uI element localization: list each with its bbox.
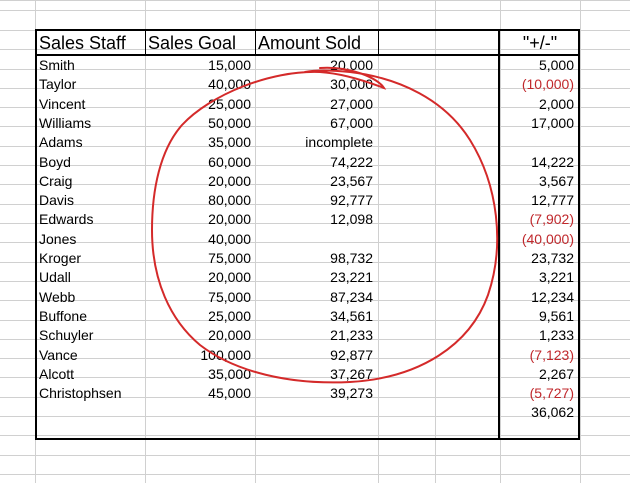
- cell-plus-minus[interactable]: (7,902): [529, 211, 574, 227]
- grid-row-line: [0, 474, 630, 475]
- cell-plus-minus[interactable]: [500, 133, 574, 152]
- cell-sales-goal[interactable]: 25,000: [208, 308, 251, 324]
- cell-plus-minus[interactable]: (7,123): [529, 347, 574, 363]
- grid-row-line: [0, 455, 630, 456]
- cell-staff-name[interactable]: Vincent: [39, 96, 86, 112]
- cell-amount-sold[interactable]: 23,221: [330, 269, 373, 285]
- cell-staff-name[interactable]: Davis: [39, 192, 75, 208]
- cell-sales-goal[interactable]: 35,000: [208, 134, 251, 150]
- grid-row-line: [0, 0, 630, 1]
- cell-staff-name[interactable]: Williams: [39, 115, 92, 131]
- cell-plus-minus[interactable]: 3,567: [538, 173, 574, 189]
- cell-sales-goal[interactable]: 100,000: [200, 347, 251, 363]
- cell-amount-sold[interactable]: incomplete: [305, 134, 373, 150]
- cell-amount-sold[interactable]: 92,877: [330, 347, 373, 363]
- cell-total[interactable]: 36,062: [531, 404, 574, 420]
- cell-plus-minus[interactable]: 14,222: [531, 154, 574, 170]
- cell-staff-name[interactable]: Vance: [39, 347, 78, 363]
- cell-staff-name[interactable]: Alcott: [39, 366, 75, 382]
- cell-amount-sold[interactable]: 37,267: [330, 366, 373, 382]
- header-amount-sold[interactable]: Amount Sold: [258, 33, 362, 53]
- cell-plus-minus[interactable]: 5,000: [538, 57, 574, 73]
- cell-plus-minus[interactable]: (40,000): [521, 231, 574, 247]
- cell-amount-sold[interactable]: 74,222: [330, 154, 373, 170]
- cell-staff-name[interactable]: Udall: [39, 269, 71, 285]
- cell-amount-sold[interactable]: 34,561: [330, 308, 373, 324]
- cell-amount-sold[interactable]: 67,000: [330, 115, 373, 131]
- cell-amount-sold[interactable]: 21,233: [330, 327, 373, 343]
- cell-staff-name[interactable]: Kroger: [39, 250, 82, 266]
- cell-plus-minus[interactable]: 12,234: [531, 289, 574, 305]
- cell-amount-sold[interactable]: 39,273: [330, 385, 373, 401]
- cell-sales-goal[interactable]: 80,000: [208, 192, 251, 208]
- cell-staff-name[interactable]: Adams: [39, 134, 83, 150]
- cell-staff-name[interactable]: Boyd: [39, 154, 71, 170]
- cell-sales-goal[interactable]: 40,000: [208, 231, 251, 247]
- cell-sales-goal[interactable]: 20,000: [208, 327, 251, 343]
- cell-plus-minus[interactable]: 9,561: [538, 308, 574, 324]
- cell-plus-minus[interactable]: 2,267: [538, 366, 574, 382]
- header-column-divider: [378, 29, 379, 55]
- cell-sales-goal[interactable]: 60,000: [208, 154, 251, 170]
- header-column-divider: [145, 29, 146, 55]
- cell-plus-minus[interactable]: 12,777: [531, 192, 574, 208]
- cell-sales-goal[interactable]: 25,000: [208, 96, 251, 112]
- cell-plus-minus[interactable]: (10,000): [521, 76, 574, 92]
- cell-amount-sold[interactable]: 98,732: [330, 250, 373, 266]
- cell-sales-goal[interactable]: 35,000: [208, 366, 251, 382]
- cell-staff-name[interactable]: Schuyler: [39, 327, 94, 343]
- cell-amount-sold[interactable]: [255, 230, 373, 249]
- cell-plus-minus[interactable]: 3,221: [538, 269, 574, 285]
- cell-amount-sold[interactable]: 87,234: [330, 289, 373, 305]
- cell-plus-minus[interactable]: 17,000: [531, 115, 574, 131]
- cell-sales-goal[interactable]: 75,000: [208, 250, 251, 266]
- cell-staff-name[interactable]: Craig: [39, 173, 73, 189]
- cell-amount-sold[interactable]: 27,000: [330, 96, 373, 112]
- cell-amount-sold[interactable]: 92,777: [330, 192, 373, 208]
- cell-sales-goal[interactable]: 50,000: [208, 115, 251, 131]
- cell-sales-goal[interactable]: 20,000: [208, 269, 251, 285]
- header-plus-minus[interactable]: "+/-": [522, 33, 558, 53]
- cell-sales-goal[interactable]: 15,000: [208, 57, 251, 73]
- cell-amount-sold[interactable]: 30,000: [330, 76, 373, 92]
- cell-staff-name[interactable]: Jones: [39, 231, 77, 247]
- header-sales-goal[interactable]: Sales Goal: [148, 33, 237, 53]
- cell-plus-minus[interactable]: 2,000: [538, 96, 574, 112]
- cell-sales-goal[interactable]: 20,000: [208, 173, 251, 189]
- grid-row-line: [0, 10, 630, 11]
- cell-staff-name[interactable]: Christophsen: [39, 385, 122, 401]
- cell-plus-minus[interactable]: 23,732: [531, 250, 574, 266]
- cell-amount-sold[interactable]: 23,567: [330, 173, 373, 189]
- cell-sales-goal[interactable]: 20,000: [208, 211, 251, 227]
- cell-staff-name[interactable]: Webb: [39, 289, 76, 305]
- cell-staff-name[interactable]: Taylor: [39, 76, 77, 92]
- header-sales-staff[interactable]: Sales Staff: [39, 33, 126, 53]
- cell-staff-name[interactable]: Buffone: [39, 308, 88, 324]
- cell-sales-goal[interactable]: 40,000: [208, 76, 251, 92]
- cell-plus-minus[interactable]: 1,233: [538, 327, 574, 343]
- cell-amount-sold[interactable]: 20,000: [330, 57, 373, 73]
- cell-sales-goal[interactable]: 75,000: [208, 289, 251, 305]
- cell-staff-name[interactable]: Edwards: [39, 211, 94, 227]
- cell-staff-name[interactable]: Smith: [39, 57, 75, 73]
- header-column-divider: [255, 29, 256, 55]
- cell-sales-goal[interactable]: 45,000: [208, 385, 251, 401]
- cell-amount-sold[interactable]: 12,098: [330, 211, 373, 227]
- cell-plus-minus[interactable]: (5,727): [529, 385, 574, 401]
